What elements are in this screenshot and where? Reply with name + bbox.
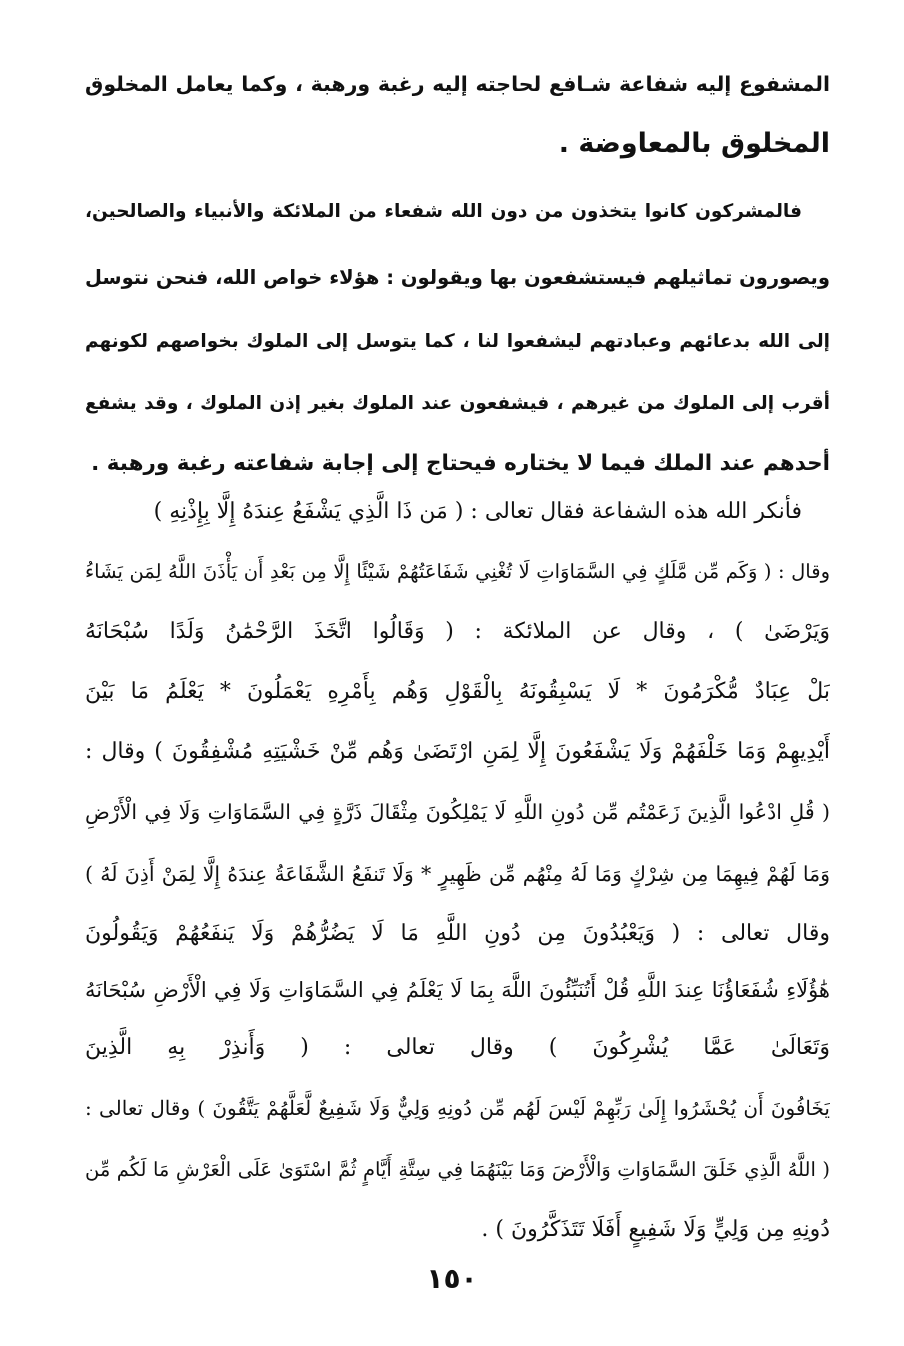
- quran-line: ( قُلِ ادْعُوا الَّذِينَ زَعَمْتُم مِّن دُونِ اللَّهِ لَا يَمْلِكُونَ مِثْقَالَ ذَرَّةٍ فِي السَّمَاوَاتِ وَلَا فِي الْأَرْضِ: [85, 800, 830, 824]
- quran-line: يَخَافُونَ أَن يُحْشَرُوا إِلَىٰ رَبِّهِمْ لَيْسَ لَهُم مِّن دُونِهِ وَلِيٌّ وَلَا شَفِيعٌ لَّعَلَّهُمْ يَتَّقُونَ ) وقال تعالى :: [85, 1096, 830, 1120]
- text-line: إلى الله بدعائهم وعبادتهم ليشفعوا لنا ، كما يتوسل إلى الملوك بخواصهم لكونهم: [85, 331, 830, 352]
- quran-line: بَلْ عِبَادٌ مُّكْرَمُونَ * لَا يَسْبِقُونَهُ بِالْقَوْلِ وَهُم بِأَمْرِهِ يَعْمَلُونَ * يَعْلَمُ مَا بَيْنَ: [85, 679, 830, 704]
- quran-line: فأنكر الله هذه الشفاعة فقال تعالى : ( مَن ذَا الَّذِي يَشْفَعُ عِندَهُ إِلَّا بِإِذْنِهِ ): [153, 499, 802, 524]
- text-line: أحدهم عند الملك فيما لا يختاره فيحتاج إلى إجابة شفاعته رغبة ورهبة .: [91, 451, 830, 476]
- quran-line: أَيْدِيهِمْ وَمَا خَلْفَهُمْ وَلَا يَشْفَعُونَ إِلَّا لِمَنِ ارْتَضَىٰ وَهُم مِّنْ خَشْيَتِهِ مُشْفِقُونَ ) وقال :: [85, 739, 830, 764]
- page-body: [85, 58, 830, 1298]
- text-line: المشفوع إليه شفاعة شـافع لحاجته إليه رغبة ورهبة ، وكما يعامل المخلوق: [85, 72, 830, 96]
- quran-line: هَٰؤُلَاءِ شُفَعَاؤُنَا عِندَ اللَّهِ قُلْ أَتُنَبِّئُونَ اللَّهَ بِمَا لَا يَعْلَمُ فِي السَّمَاوَاتِ وَلَا فِي الْأَرْضِ سُبْحَانَهُ: [85, 978, 830, 1002]
- quran-line: وقال : ( وَكَم مِّن مَّلَكٍ فِي السَّمَاوَاتِ لَا تُغْنِي شَفَاعَتُهُمْ شَيْئًا إِلَّا مِن بَعْدِ أَن يَأْذَنَ اللَّهُ لِمَن يَشَاءُ: [85, 560, 830, 583]
- text-line: ويصورون تماثيلهم فيستشفعون بها ويقولون : هؤلاء خواص الله، فنحن نتوسل: [85, 266, 830, 289]
- text-line: المخلوق بالمعاوضة .: [558, 128, 830, 159]
- quran-line: وَمَا لَهُمْ فِيهِمَا مِن شِرْكٍ وَمَا لَهُ مِنْهُم مِّن ظَهِيرٍ * وَلَا تَنفَعُ الشَّفَاعَةُ عِندَهُ إِلَّا لِمَنْ أَذِنَ لَهُ ): [85, 862, 830, 886]
- text-line: فالمشركون كانوا يتخذون من دون الله شفعاء من الملائكة والأنبياء والصالحين،: [85, 201, 802, 222]
- quran-line: ( اللَّهُ الَّذِي خَلَقَ السَّمَاوَاتِ وَالْأَرْضَ وَمَا بَيْنَهُمَا فِي سِتَّةِ أَيَّامٍ ثُمَّ اسْتَوَىٰ عَلَى الْعَرْشِ مَا لَكُم مِّن: [85, 1158, 830, 1181]
- quran-line: دُونِهِ مِن وَلِيٍّ وَلَا شَفِيعٍ أَفَلَا تَتَذَكَّرُونَ ) .: [481, 1217, 830, 1242]
- quran-line: وَيَرْضَىٰ ) ، وقال عن الملائكة : ( وَقَالُوا اتَّخَذَ الرَّحْمَٰنُ وَلَدًا سُبْحَانَهُ: [85, 619, 830, 644]
- text-line: أقرب إلى الملوك من غيرهم ، فيشفعون عند الملوك بغير إذن الملوك ، وقد يشفع: [85, 393, 830, 414]
- quran-line: وَتَعَالَىٰ عَمَّا يُشْرِكُونَ ) وقال تعالى : ( وَأَنذِرْ بِهِ الَّذِينَ: [85, 1035, 830, 1060]
- page-number: ١٥٠: [426, 1262, 478, 1295]
- quran-line: وقال تعالى : ( وَيَعْبُدُونَ مِن دُونِ اللَّهِ مَا لَا يَضُرُّهُمْ وَلَا يَنفَعُهُمْ وَيَقُولُونَ: [85, 921, 830, 946]
